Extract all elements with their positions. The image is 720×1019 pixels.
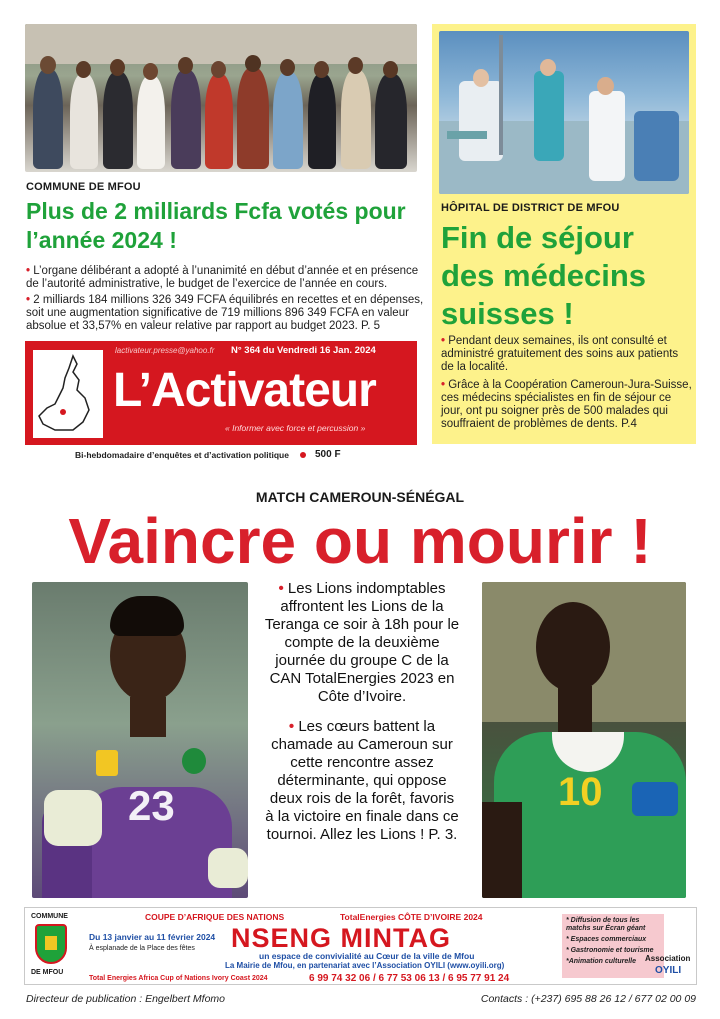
ad-features-box [562,914,664,978]
top-right-bullet-2: • Grâce à la Coopération Cameroun-Jura-Suisse, ces médecins spécialistes en fin de séjour ce jour, ont pu soigner près de 500 malades qui souffraient de problèmes de dents. P.4 [441,379,692,430]
newspaper-slogan: « Informer avec force et percussion » [225,423,366,433]
council-group-photo [25,24,417,172]
ad-dates: Du 13 janvier au 11 février 2024 [89,932,216,942]
top-left-bullets [26,265,426,333]
assoc-name: OYILI [655,965,682,976]
top-right-bullets [441,335,693,431]
cameroon-goalkeeper-photo [32,582,248,898]
top-right-bullet-1: • Pendant deux semaines, ils ont consulté et administré gratuitement des soins aux patients de la localité. [441,335,679,373]
price: 500 F [315,449,341,460]
top-left-bullet-2: • 2 milliards 184 millions 326 349 FCFA équilibrés en recettes et en dépenses, soit une augmentation significative de 719 millions 896 349 FCFA en valeur absolue et 33,57% en valeur relative par rapport au budget 2023. P. 5 [26,294,424,332]
ad-top-right: TotalEnergies CÔTE D’IVOIRE 2024 [340,912,483,922]
ad-title: NSENG MINTAG [231,923,451,953]
ad-top-left: COUPE D’AFRIQUE DES NATIONS [145,912,285,922]
main-kicker: MATCH CAMEROUN-SÉNÉGAL [255,489,465,505]
top-right-kicker: HÔPITAL DE DISTRICT DE MFOU [441,202,620,214]
top-left-kicker: COMMUNE DE MFOU [26,181,141,193]
right-jersey-number: 10 [558,770,603,814]
hospital-panel [432,24,696,444]
ad-tagline: un espace de convivialité au Cœur de la ville de Mfou [259,951,475,961]
main-paragraph-1: • Les Lions indomptables affrontent les Lions de la Teranga ce soir à 18h pour le compte de la deuxième journée du groupe C de la CAN TotalEnergies 2023 en Côte d’Ivoire. [264,580,460,705]
ad-phones: 6 99 74 32 06 / 6 77 53 06 13 / 6 95 77 91 24 [309,973,510,984]
newspaper-title: L’Activateur [113,364,376,417]
cameroon-map-logo [33,350,103,438]
footer-contacts: Contacts : (+237) 695 88 26 12 / 677 02 00 09 [480,993,696,1005]
senegal-player-photo [482,582,686,898]
ad-footer-left: Total Energies Africa Cup of Nations Ivory Coast 2024 [89,975,268,982]
ad-partner: La Mairie de Mfou, en partenariat avec l’Association OYILI (www.oyili.org) [225,961,505,970]
ad-feature-3: * Gastronomie et tourisme [566,947,654,954]
masthead [25,341,417,445]
nseng-mintag-ad [24,907,697,985]
newspaper-subtitle: Bi-hebdomadaire d’enquêtes et d’activation politique [75,450,289,460]
ad-feature-2: * Espaces commerciaux [566,936,647,943]
commune-label-top: COMMUNE [31,913,68,920]
commune-label-bottom: DE MFOU [31,969,64,976]
main-story-text [264,580,460,844]
top-left-bullet-1: • L’organe délibérant a adopté à l’unanimité en début d’année et en présence de l’autorité administrative, le budget de l’exercice de l’année en cours. [26,265,419,290]
hospital-photo [439,31,689,194]
main-headline: Vaincre ou mourir ! [68,505,652,577]
commune-crest-icon [35,924,67,964]
issue-info: N° 364 du Vendredi 16 Jan. 2024 [231,345,376,356]
ad-venue: À esplanade de la Place des fêtes [89,945,195,952]
ad-feature-1: * Diffusion de tous les matchs sur Écran géant [566,917,646,932]
price-dot [300,452,306,458]
assoc-label: Association [645,954,691,963]
top-left-headline: Plus de 2 milliards Fcfa votés pour l’année 2024 ! [26,198,406,253]
main-paragraph-2: • Les cœurs battent la chamade au Cameroun sur cette rencontre assez déterminante, qui oppose deux rois de la forêt, favoris à la victoire en finale dans ce tournoi. Allez les Lions ! P. 3. [265,718,459,843]
masthead-email: lactivateur.presse@yahoo.fr [115,346,215,355]
ad-feature-4: *Animation culturelle [566,958,637,965]
footer-director: Directeur de publication : Engelbert Mfomo [26,993,226,1005]
cameroon-map-icon [33,350,103,438]
left-jersey-number: 23 [128,782,175,829]
top-right-headline: Fin de séjour des médecins suisses ! [441,220,647,331]
